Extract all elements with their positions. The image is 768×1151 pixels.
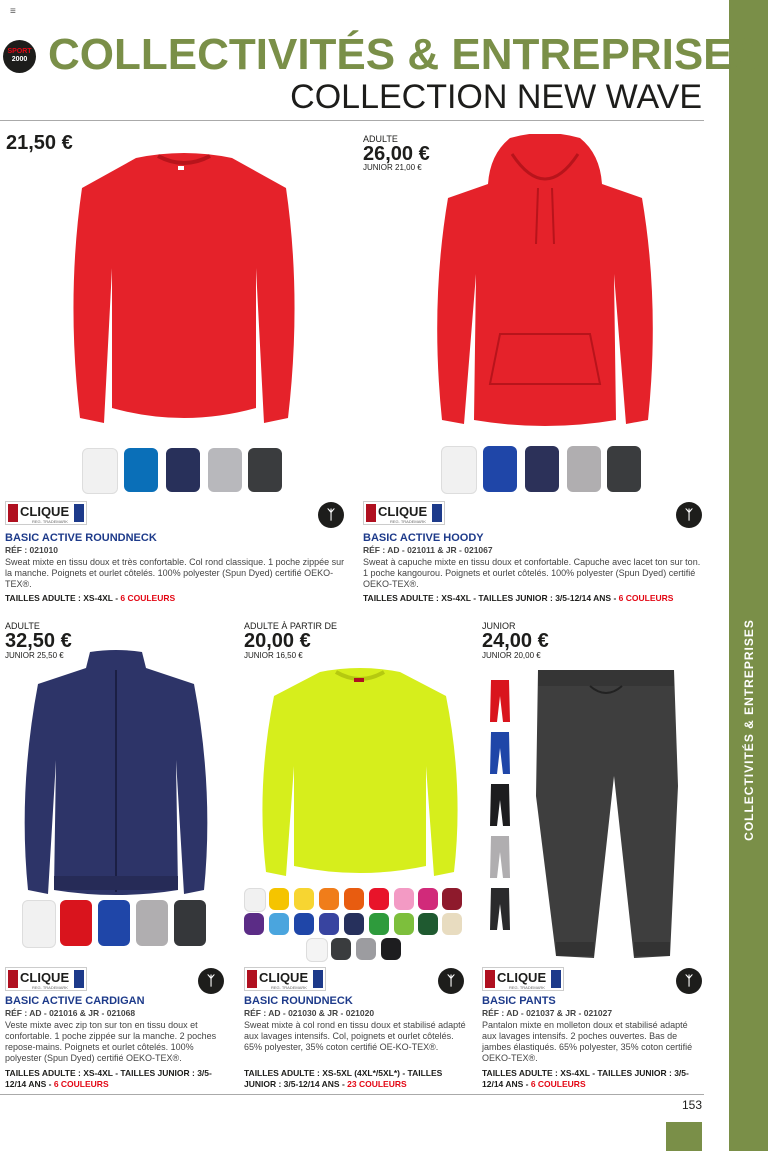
menu-icon[interactable]: ≡ (10, 6, 16, 17)
product-description: Sweat à capuche mixte en tissu doux et confortable. Capuche avec lacet ton sur ton. 1 poche kangourou. Poignets et ourlet côtelés. 100% polyester (Spun Dyed) certifié OEKO-TEX®. (363, 557, 701, 589)
product-description: Sweat mixte à col rond en tissu doux et stabilisé adapté aux lavages intensifs. Col, poignets et ourlet côtelés. 65% polyester, 35% coton certifié OE-KO-TEX®. (244, 1020, 466, 1052)
price-junior: JUNIOR 16,50 € (244, 651, 303, 660)
clique-logo: CLIQUE REG. TRADEMARK (482, 967, 564, 991)
color-variants (22, 900, 208, 946)
price: 32,50 € (5, 630, 72, 652)
product-image-cardigan (18, 650, 214, 898)
price-label: ADULTE (363, 134, 398, 144)
people-icon: ᛉ (676, 968, 702, 994)
product-sizes: TAILLES ADULTE : XS-4XL - TAILLES JUNIOR : 3/5-12/14 ANS - 6 COULEURS (482, 1068, 689, 1089)
sport2000-badge: SPORT 2000 (3, 40, 36, 73)
product-sizes: TAILLES ADULTE : XS-4XL - TAILLES JUNIOR : 3/5-12/14 ANS - 6 COULEURS (363, 593, 674, 603)
clique-logo: CLIQUE REG. TRADEMARK (5, 501, 87, 525)
product-sizes: TAILLES ADULTE : XS-4XL - TAILLES JUNIOR : 3/5-12/14 ANS - 6 COULEURS (5, 1068, 212, 1089)
product-name: BASIC ROUNDNECK (244, 995, 353, 1007)
product-sizes: TAILLES ADULTE : XS-5XL (4XL*/5XL*) - TAILLES JUNIOR : 3/5-12/14 ANS - 23 COULEURS (244, 1068, 443, 1089)
price: 21,50 € (6, 132, 73, 154)
divider (0, 120, 704, 121)
product-description: Sweat mixte en tissu doux et très confortable. Col rond classique. 1 poche zippée sur la manche. Poignets et ourlet côtelés. 100% polyester (Spun Dyed) certifié OEKO-TEX®. (5, 557, 345, 589)
product-ref: RÉF : AD - 021011 & JR - 021067 (363, 545, 493, 555)
people-icon: ᛉ (676, 502, 702, 528)
price-label: JUNIOR (482, 621, 516, 631)
product-description: Pantalon mixte en molleton doux et stabilisé adapté aux lavages intensifs. 2 poches ouvertes. Bas de jambes élastiqués. 65% polyester, 35% coton certifié OEKO-TEX®. (482, 1020, 693, 1063)
price-junior: JUNIOR 25,50 € (5, 651, 64, 660)
product-ref: RÉF : AD - 021016 & JR - 021068 (5, 1008, 136, 1018)
product-ref: RÉF : AD - 021030 & JR - 021020 (244, 1008, 375, 1018)
product-image-roundneck (66, 148, 302, 436)
price: 24,00 € (482, 630, 549, 652)
page-subtitle: COLLECTION NEW WAVE (290, 78, 702, 116)
product-name: BASIC ACTIVE HOODY (363, 532, 484, 544)
product-image-pants (530, 666, 680, 962)
price-label: ADULTE (5, 621, 40, 631)
price-junior: JUNIOR 20,00 € (482, 651, 541, 660)
people-icon: ᛉ (198, 968, 224, 994)
product-sizes: TAILLES ADULTE : XS-4XL - 6 COULEURS (5, 593, 176, 603)
people-icon: ᛉ (438, 968, 464, 994)
price: 20,00 € (244, 630, 311, 652)
product-name: BASIC ACTIVE ROUNDNECK (5, 532, 157, 544)
color-variants (441, 446, 641, 492)
product-ref: RÉF : 021010 (5, 545, 58, 555)
clique-logo: CLIQUE REG. TRADEMARK (5, 967, 87, 991)
product-image-basic-roundneck (256, 666, 464, 882)
product-description: Veste mixte avec zip ton sur ton en tissu doux et confortable. 1 poche zippée sur la manche. 2 poches repose-mains. Poignets et ourlet côtelés. 100% polyester (Spun Dyed) certifié OEKO-TEX®. (5, 1020, 217, 1063)
people-icon: ᛉ (318, 502, 344, 528)
clique-logo: CLIQUE REG. TRADEMARK (363, 501, 445, 525)
price: 26,00 € (363, 143, 430, 165)
divider (0, 1094, 704, 1095)
page-number: 153 (681, 1098, 702, 1112)
price-label: ADULTE À PARTIR DE (244, 621, 338, 631)
product-image-hoody (430, 134, 660, 434)
page-marker (666, 1122, 702, 1151)
product-name: BASIC ACTIVE CARDIGAN (5, 995, 145, 1007)
product-ref: RÉF : AD - 021037 & JR - 021027 (482, 1008, 613, 1018)
product-name: BASIC PANTS (482, 995, 556, 1007)
page-title: COLLECTIVITÉS & ENTREPRISES (48, 30, 762, 79)
color-variants (488, 678, 512, 934)
sidebar-band (729, 0, 768, 1151)
color-variants (82, 448, 282, 492)
sidebar-label: COLLECTIVITÉS & ENTREPRISES (741, 619, 756, 841)
color-variants (244, 888, 462, 962)
clique-logo: CLIQUE REG. TRADEMARK (244, 967, 326, 991)
price-junior: JUNIOR 21,00 € (363, 163, 422, 172)
